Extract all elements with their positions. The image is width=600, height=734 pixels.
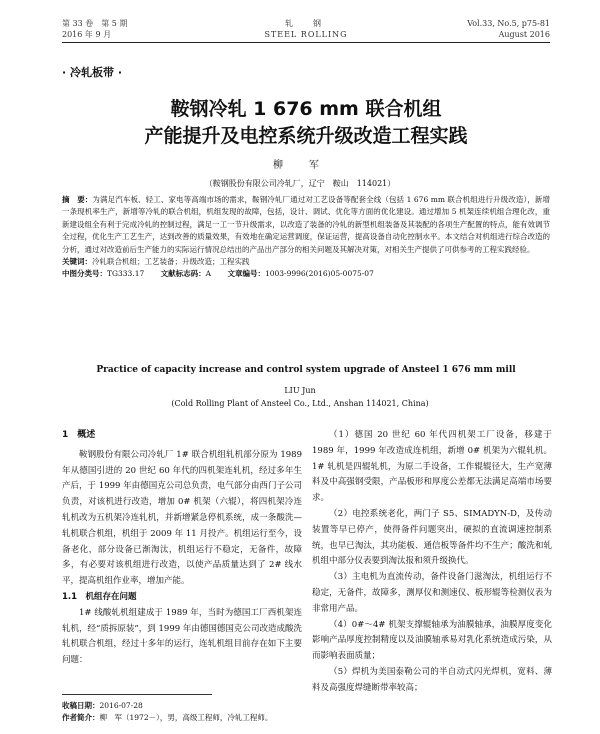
footnote [62,700,550,724]
title-line-2: 产能提升及电控系统升级改造工程实践 [144,125,468,147]
title-line-1: 鞍钢冷轧 1 676 mm 联合机组 [170,98,442,120]
problem-item-2: （2）电控系统老化，两门子 S5、SIMADYN-D，及传动装置等早已停产，使得备件问题突出，硬拟的直流调速控制系统，也早已淘汰，其功能板、通信板等备件均不生产；酸洗和轧机组中部分仪表要到淘汰报和须升级换代。 [312,508,552,567]
clc-value: TG333.17 [107,269,145,279]
section-1-paragraph: 鞍钢股份有限公司冷轧厂 1# 联合机组轧机部分原为 1989 年从德国引进的 20 世纪 60 年代的四机架连轧机，经过多年生产后，于 1999 年由德国克公司总负责，电气部分由西门子公司负责，对该机进行改造，增加 0# 机架（六辊），将四机架冷连轧机改为五机架冷连轧机，并新增紧急停机系统，成一条酸洗—轧机联合机组，机组于 2009 年 11 月投产。机组运行至今，设备老化，部分设备已渐淘汰，机组运行不稳定，无备件，故障多，有必要对该机组进行改造，以使产品质量达到了 2# 线水平，提高机组作业率，增加产能。 [62,449,302,587]
header-right [467,18,550,40]
section-tag: · 冷轧板带 · [62,66,123,79]
article-no-value: 1003-9996(2016)05-0075-07 [264,269,374,279]
author-info: 柳 军（1972－），男，高级工程师，冷轧工程师。 [99,713,273,722]
section-1-heading: 1 概述 [62,430,96,440]
abstract [62,194,550,281]
volume-en: Vol.33, No.5, p75-81 [467,19,550,28]
english-author: LIU Jun [284,386,316,395]
article-no-label: 文章编号： [227,269,265,279]
section-1-1-paragraph: 1# 线酸轧机组建成于 1989 年，当时为德国工厂西机架连轧机，经“质拆原装”，到 1999 年由德国德国克公司改造成酸洗轧机联合机组，经过十多年的运行，连轧机组目前存在如下主要问题： [62,607,302,666]
keywords-label: 关键词： [62,257,92,267]
problem-item-3: （3）主电机为直流传动，备件设备门滋淘汰，机组运行不稳定，无备件，故障多，测厚仪和测速仪、板形辊等检测仪表为非常用产品。 [312,572,552,614]
keywords [62,256,550,268]
author-info-label: 作者简介： [62,713,100,722]
clc-label: 中图分类号： [62,269,107,279]
english-title: Practice of capacity increase and control system upgrade of Ansteel 1 676 mm mill [96,365,516,375]
body-right-column [312,428,552,697]
english-affiliation: (Cold Rolling Plant of Ansteel Co., Ltd., Anshan 114021, China) [171,399,429,408]
author: 柳 军 [273,160,327,171]
abstract-label: 摘 要： [62,195,93,204]
doc-code-label: 文献标志码： [160,269,206,279]
problem-item-5: （5）焊机为美国泰勒公司的半自动式闪光焊机，宽料、薄料及高强度焊缝断带率较高； [312,666,552,693]
received-label: 收稿日期： [62,701,100,710]
volume-cn: 第 33 卷 第 5 期 [62,19,128,28]
keywords-text: 冷轧联合机组；工艺装备；升级改造；工程实践 [92,257,250,267]
footnote-rule [62,694,212,695]
classification [62,268,550,280]
journal-en: STEEL ROLLING [264,30,348,39]
date-en: August 2016 [498,30,550,39]
journal-cn: 轧 钢 [285,19,327,28]
abstract-text: 为满足汽车板、轻工、家电等高端市场的需求，鞍钢冷轧厂通过对工艺设备等配套全线（包括 1 676 mm 联合机组进行升级改造），新增一条现机率生产，新增等冷轧的联合机组，机组发现的故障，包括，设计、调试、优化等方面的优化建设。通过增加 5 机架连续机组合理化改，重新建设组全有利于完成冷轧的控制过程，满足一工一节升级需求，以改造了装备的冷轧的新型机组装备及其装配的各项生产配置的特点，能有效调节全过程，优化生产工艺生产，达到改善的质量效果，有效地在确定运营调度，保证运营，提高设备自动化控制水平。本文结合对机组进行综合改造的分析，通过对改造前后生产能力的实际运行情况总结出的产品出产部分的相关问题及其解决对策，对相关生产提供了可供参考的工程实践经验。 [62,195,551,254]
article-title [62,96,550,150]
affiliation: （鞍钢股份有限公司冷轧厂，辽宁 鞍山 114021） [204,179,396,188]
received-date: 2016-07-28 [99,701,143,710]
body-left-column [62,428,302,669]
date-cn: 2016 年 9 月 [62,30,112,39]
section-1-1-heading: 1.1 机组存在问题 [62,591,137,602]
header-rule [62,42,550,43]
problem-item-4: （4）0#～4# 机架支撑辊轴承为油膜轴承，油膜厚度变化影响产品厚度控制精度以及油膜轴承易对乳化系统造成污染，从而影响表面质量； [312,619,552,662]
problem-item-1: （1）德国 20 世纪 60 年代四机架工厂设备，移建于 1989 年，1999 年改造成连机组，新增 0# 机架为六辊轧机。1# 轧机是四辊轧机，为原二手设备，工作辊辊径大，生产宽薄料及中高强钢受限，产品板形和厚度公差都无法满足高端市场要求。 [312,430,552,504]
doc-code-value: A [205,269,212,279]
